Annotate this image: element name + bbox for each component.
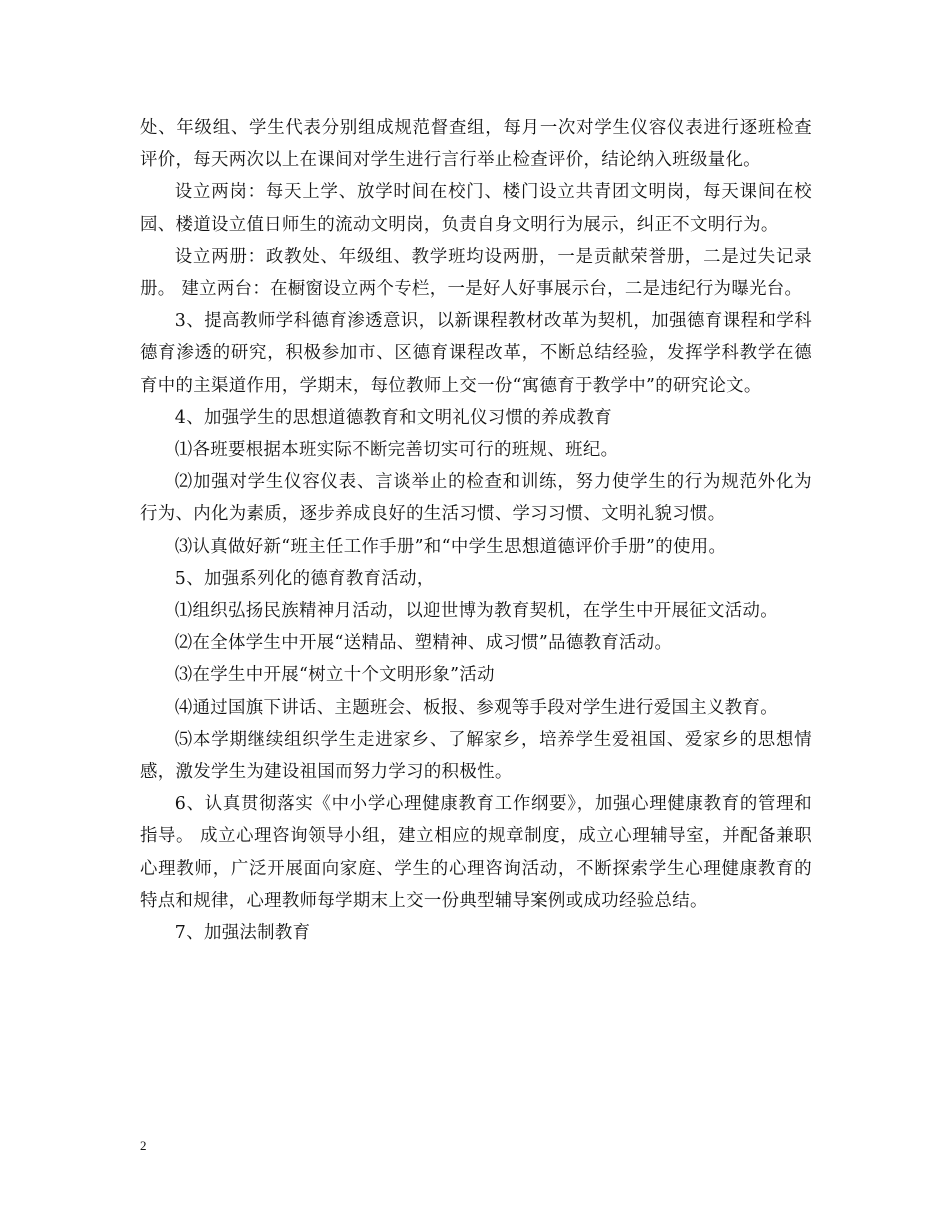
paragraph-item-5-4: ⑷通过国旗下讲话、主题班会、板报、参观等手段对学生进行爱国主义教育。	[174, 697, 778, 718]
paragraph-item-5-3: ⑶在学生中开展“树立十个文明形象”活动	[174, 665, 495, 686]
paragraph-item-3: 3、提高教师学科德育渗透意识，以新课程教材改革为契机，加强德育课程和学科德育渗透的研究，积极参加市、区德育课程改革，不断总结经验，发挥学科教学在德育中的主渠道作用，学期末，每位教师上交一份“寓德育于教学中”的研究论文。	[140, 311, 812, 396]
paragraph-item-5-2: ⑵在全体学生中开展“送精品、塑精神、成习惯”品德教育活动。	[174, 633, 673, 654]
paragraph-item-7-heading: 7、加强法制教育	[174, 923, 311, 944]
paragraph-two-books: 设立两册：政教处、年级组、教学班均设两册，一是贡献荣誉册，二是过失记录册。 建立两台：在橱窗设立两个专栏，一是好人好事展示台，二是违纪行为曝光台。	[140, 246, 812, 300]
paragraph-item-5-5: ⑸本学期继续组织学生走进家乡、了解家乡，培养学生爱祖国、爱家乡的思想情感，激发学生为建设祖国而努力学习的积极性。	[140, 729, 812, 783]
paragraph-two-posts: 设立两岗：每天上学、放学时间在校门、楼门设立共青团文明岗，每天课间在校园、楼道设立值日师生的流动文明岗，负责自身文明行为展示，纠正不文明行为。	[140, 182, 812, 235]
paragraph-item-4-heading: 4、加强学生的思想道德教育和文明礼仪习惯的养成教育	[174, 407, 612, 428]
paragraph-item-4-3: ⑶认真做好新“班主任工作手册”和“中学生思想道德评价手册”的使用。	[174, 536, 727, 557]
document-body	[140, 112, 812, 949]
paragraph-item-5-1: ⑴组织弘扬民族精神月活动，以迎世博为教育契机，在学生中开展征文活动。	[174, 601, 778, 622]
paragraph-item-4-2: ⑵加强对学生仪容仪表、言谈举止的检查和训练，努力使学生的行为规范外化为行为、内化为素质，逐步养成良好的生活习惯、学习习惯、文明礼貌习惯。	[140, 472, 812, 525]
paragraph-item-5-heading: 5、加强系列化的德育教育活动，	[174, 568, 435, 589]
paragraph-item-6: 6、认真贯彻落实《中小学心理健康教育工作纲要》，加强心理健康教育的管理和指导。 成立心理咨询领导小组，建立相应的规章制度，成立心理辅导室，并配备兼职心理教师，广泛开展面向家庭、学生的心理咨询活动，不断探索学生心理健康教育的特点和规律，心理教师每学期末上交一份典型辅导案例或成功经验总结。	[140, 794, 812, 911]
page-number: 2	[140, 1138, 147, 1153]
paragraph-continuation: 处、年级组、学生代表分别组成规范督查组，每月一次对学生仪容仪表进行逐班检查评价，每天两次以上在课间对学生进行言行举止检查评价，结论纳入班级量化。	[140, 118, 812, 171]
paragraph-item-4-1: ⑴各班要根据本班实际不断完善切实可行的班规、班纪。	[174, 440, 619, 461]
